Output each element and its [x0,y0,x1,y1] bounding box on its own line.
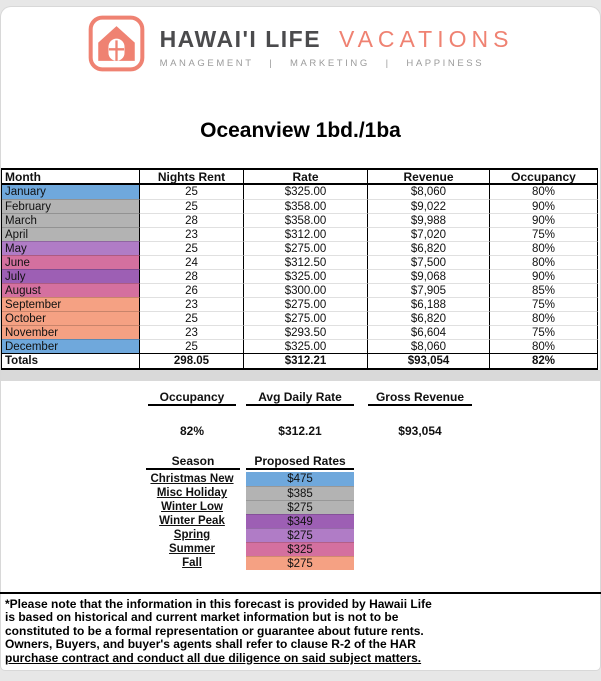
revenue-cell: $8,060 [368,185,490,199]
season-row [140,528,356,542]
brand-subname: VACATIONS [338,26,514,52]
season-row [140,500,356,514]
nights-cell: 23 [140,325,244,339]
hawaii-life-logo-icon [88,15,145,72]
nights-cell: 25 [140,199,244,213]
revenue-cell: $8,060 [368,339,490,353]
rate-cell: $325.00 [244,185,368,199]
rate-cell: $293.50 [244,325,368,339]
season-rates-table [140,472,356,570]
month-cell: March [2,213,140,227]
occupancy-cell: 75% [490,227,598,241]
rate-cell: $325.00 [244,339,368,353]
summary-adr-label: Avg Daily Rate [246,389,354,406]
revenue-cell: $9,068 [368,269,490,283]
nights-cell: 26 [140,283,244,297]
column-header-occupancy: Occupancy [490,168,598,185]
nights-cell: 25 [140,339,244,353]
month-cell: February [2,199,140,213]
nights-cell: 23 [140,297,244,311]
revenue-cell: $7,905 [368,283,490,297]
revenue-cell: $6,188 [368,297,490,311]
season-row [140,542,356,556]
month-cell: November [2,325,140,339]
season-rate: $475 [246,472,354,486]
occupancy-cell: 80% [490,241,598,255]
revenue-cell: $7,500 [368,255,490,269]
revenue-cell: $9,988 [368,213,490,227]
rate-cell: $275.00 [244,297,368,311]
nights-cell: 28 [140,269,244,283]
month-cell: August [2,283,140,297]
brand-name: HAWAI'I LIFE [159,26,322,52]
season-rate: $349 [246,514,354,528]
season-row [140,514,356,528]
revenue-cell: $6,820 [368,311,490,325]
occupancy-cell: 75% [490,325,598,339]
rate-cell: $358.00 [244,213,368,227]
occupancy-cell: 75% [490,297,598,311]
page-title: Oceanview 1bd./1ba [200,119,401,142]
column-header-nights: Nights Rent [140,168,244,185]
season-name: Summer [168,543,216,555]
disclaimer-text [5,598,580,665]
season-name: Winter Peak [159,515,225,527]
section-divider-band [1,370,600,381]
rate-cell: $275.00 [244,241,368,255]
totals-rate-cell: $312.21 [244,353,368,370]
nights-cell: 25 [140,311,244,325]
totals-revenue-cell: $93,054 [368,353,490,370]
nights-cell: 25 [140,241,244,255]
column-header-rate: Rate [244,168,368,185]
brand-tagline: MANAGEMENT | MARKETING | HAPPINESS [159,58,485,69]
month-cell: May [2,241,140,255]
season-column-header: Season [146,454,240,470]
month-cell: January [2,185,140,199]
month-cell: October [2,311,140,325]
summary-gross-revenue-value: $93,054 [398,423,442,438]
proposed-rates-column-header: Proposed Rates [246,454,354,470]
month-cell: December [2,339,140,353]
nights-cell: 28 [140,213,244,227]
rate-cell: $325.00 [244,269,368,283]
rate-cell: $275.00 [244,311,368,325]
month-cell: July [2,269,140,283]
revenue-cell: $9,022 [368,199,490,213]
disclaimer-line: *Please note that the information in this forecast is provided by Hawaii Life [5,597,432,611]
month-cell: June [2,255,140,269]
revenue-cell: $7,020 [368,227,490,241]
revenue-cell: $6,604 [368,325,490,339]
season-name: Winter Low [161,501,223,513]
brand-header [0,15,601,72]
occupancy-cell: 90% [490,199,598,213]
occupancy-cell: 80% [490,339,598,353]
season-row [140,472,356,486]
totals-occupancy-cell: 82% [490,353,598,370]
disclaimer-line: is based on historical and current market information but is not to be [5,610,399,625]
column-header-month: Month [2,168,140,185]
season-row [140,486,356,500]
footer-divider [0,592,601,594]
occupancy-cell: 80% [490,185,598,199]
season-row [140,556,356,570]
occupancy-cell: 90% [490,269,598,283]
season-rate: $275 [246,500,354,514]
season-rate: $385 [246,486,354,500]
disclaimer-line: purchase contract and conduct all due diligence on said subject matters. [5,650,422,665]
season-name: Christmas New [150,473,234,485]
occupancy-cell: 80% [490,255,598,269]
occupancy-cell: 85% [490,283,598,297]
season-rate: $325 [246,542,354,556]
revenue-cell: $6,820 [368,241,490,255]
totals-label-cell: Totals [2,353,140,370]
disclaimer-line: constituted to be a formal representation or guarantee about future rents. [5,623,424,638]
totals-nights-cell: 298.05 [140,353,244,370]
disclaimer-line: Owners, Buyers, and buyer's agents shall refer to clause R-2 of the HAR [5,637,416,652]
rate-cell: $300.00 [244,283,368,297]
nights-cell: 23 [140,227,244,241]
brand-line [160,26,514,53]
season-rate: $275 [246,528,354,542]
summary-adr-value: $312.21 [278,423,322,438]
summary-gross-revenue-label: Gross Revenue [368,389,472,406]
season-name: Misc Holiday [156,487,228,499]
occupancy-cell: 90% [490,213,598,227]
month-cell: April [2,227,140,241]
season-rate: $275 [246,556,354,570]
monthly-forecast-table [1,168,598,370]
rate-cell: $358.00 [244,199,368,213]
season-name: Fall [182,557,202,569]
summary-occupancy-value: 82% [179,423,205,438]
rate-cell: $312.00 [244,227,368,241]
rate-cell: $312.50 [244,255,368,269]
nights-cell: 25 [140,185,244,199]
column-header-revenue: Revenue [368,168,490,185]
brand-text [160,15,514,69]
season-name: Spring [173,529,211,541]
occupancy-cell: 80% [490,311,598,325]
nights-cell: 24 [140,255,244,269]
summary-occupancy-label: Occupancy [148,389,236,406]
month-cell: September [2,297,140,311]
